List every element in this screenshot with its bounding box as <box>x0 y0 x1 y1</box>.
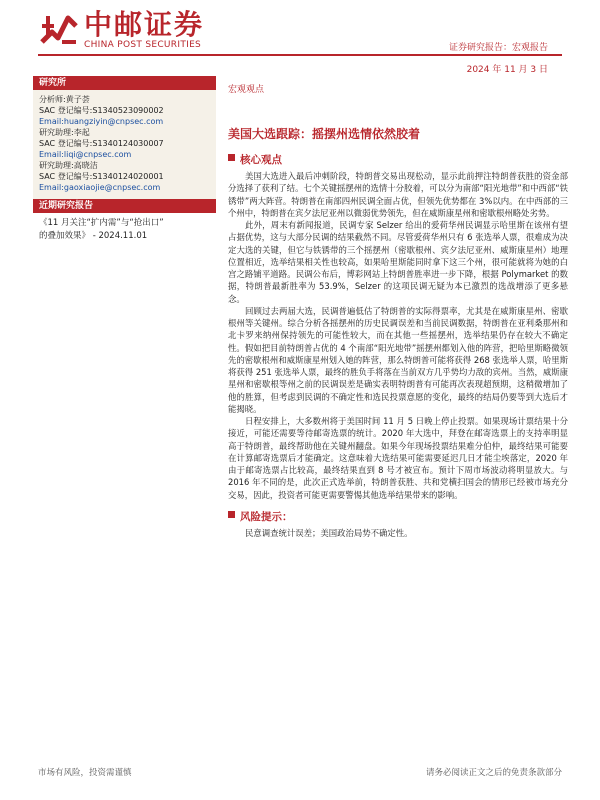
body-paragraph: 回顾过去两届大选，民调普遍低估了特朗普的实际得票率，尤其是在威斯康星州、密歇根州等关键州。综合分析各摇摆州的历史民调误差和当前民调数据，特朗普在亚利桑那州和北卡罗来纳州保持领先的可能性较大，而在其他一些摇摆州，选举结果仍存在较大不确定性。假如把目前特朗普占优的 4 个南部“阳光地带”摇摆州都划入他的阵营，把哈里斯略微领先的密歇根州和威斯康星州划入她的阵营，那么特朗普可能将获得 268 张选举人票，哈里斯将获得 251 张选举人票，最终的胜负手将落在当前双方几乎势均力敌的宾州。当然，威斯康星州和密歇根等州之前的民调误差是确实表明特朗普有可能再次表现超预期，这稍微增加了他的胜算，但考虑到民调的不确定性和选民投票意愿的变化，最终的结局仍要等到大选后才能揭晓。 <box>228 305 568 414</box>
analyst-line: 分析师:黄子荟 <box>39 95 90 104</box>
risk-heading-text: 风险提示： <box>240 510 293 523</box>
analyst-email-link[interactable]: Email:gaoxiaojie@cnpsec.com <box>39 183 161 192</box>
analyst-line: 研究助理:李起 <box>39 128 90 137</box>
risk-text: 民意调查统计误差；美国政治局势不确定性。 <box>245 527 413 538</box>
recent-reports-list <box>33 213 216 243</box>
main-content <box>228 82 568 539</box>
bullet-square-icon <box>228 154 235 161</box>
body-paragraph: 日程安排上，大多数州将于美国时间 11 月 5 日晚上停止投票。如果现场计票结果十分接近，可能还需要等待邮寄选票的统计。2020 年大选中，拜登在邮寄选票上的支持率明显高于特朗普，最终帮助他在关键州翻盘。如果今年现场投票结果难分伯仲，最终结果可能要在计算邮寄选票后才能确定。这意味着大选结果可能需要延迟几日才能尘埃落定，2020 年由于邮寄选票占比较高，最终结果直到 8 号才被宣布。预计下周市场波动将明显放大。与 2016 年不同的是，此次正式选举前，特朗普获胜、共和党横扫国会的情形已经被市场充分交易，因此，投资者可能更需要警惕其他选举结果带来的影响。 <box>228 416 568 500</box>
analyst-line: SAC 登记编号:S1340523090002 <box>39 106 164 115</box>
brand-name-en: CHINA POST SECURITIES <box>84 40 202 50</box>
recent-report-link[interactable]: 《11 月关注“扩内需”与“抢出口” <box>39 218 164 228</box>
footer-disclaimer-left: 市场有风险，投资需谨慎 <box>38 768 132 778</box>
analyst-email-link[interactable]: Email:huangziyin@cnpsec.com <box>39 117 164 126</box>
header-divider <box>38 54 562 56</box>
brand-logo <box>38 8 238 50</box>
analyst-line: SAC 登记编号:S1340124030007 <box>39 139 164 148</box>
risk-heading <box>228 509 568 524</box>
sidebar <box>33 76 216 243</box>
body-paragraph: 此外，周末有新闻报道，民调专家 Selzer 给出的爱荷华州民调显示哈里斯在该州有望占据优势，这与大部分民调的结果截然不同。尽管爱荷华州只有 6 张选举人票，很难成为决定大选的关键，但它与铁锈带的三个摇摆州（密歇根州、宾夕法尼亚州、威斯康星州）地理位置相近，选举结果相关性也较高，如果哈里斯能同时拿下这三个州，很可能就将为她的白宫之路铺平道路。民调公布后，博彩网站上特朗普胜率进一步下降，根据 Polymarket 的数据，特朗普最新胜率为 53.9%，Selzer 的这项民调无疑为本已激烈的选战增添了更多悬念。 <box>228 220 568 304</box>
core-view-heading <box>228 152 568 167</box>
brand-mark-icon <box>38 8 80 50</box>
brand-name-cn: 中邮证券 <box>84 8 205 41</box>
recent-report-link[interactable]: 的叠加效果》 - 2024.11.01 <box>39 231 148 241</box>
analyst-line: SAC 登记编号:S1340124020001 <box>39 172 164 181</box>
core-view-heading-text: 核心观点 <box>240 154 282 166</box>
report-title: 美国大选跟踪：摇摆州选情依然胶着 <box>228 127 421 141</box>
analyst-email-link[interactable]: Email:liqi@cnpsec.com <box>39 150 132 159</box>
footer-disclaimer-right: 请务必阅读正文之后的免责条款部分 <box>425 768 562 778</box>
recent-reports-heading: 近期研究报告 <box>33 199 216 213</box>
bullet-square-icon <box>228 511 235 518</box>
research-heading: 研究所 <box>33 76 216 90</box>
report-date: 2024 年 11 月 3 日 <box>466 65 548 75</box>
analyst-info <box>33 90 216 199</box>
report-category: 宏观观点 <box>228 85 265 95</box>
analyst-line: 研究助理:高晓洁 <box>39 161 98 170</box>
report-type: 证券研究报告：宏观报告 <box>448 43 548 53</box>
body-paragraph: 美国大选进入最后冲刺阶段，特朗普交易出现松动，显示此前押注特朗普获胜的资金部分选择了获利了结。七个关键摇摆州的选情十分胶着，可以分为南部“阳光地带”和中西部“铁锈带”两大阵营。特朗普在南部四州民调全面占优，但领先优势都在 3%以内。在中西部的三个州中，特朗普在宾夕法尼亚州以微弱优势领先，但在威斯康星州和密歇根州略处劣势。 <box>228 171 568 218</box>
